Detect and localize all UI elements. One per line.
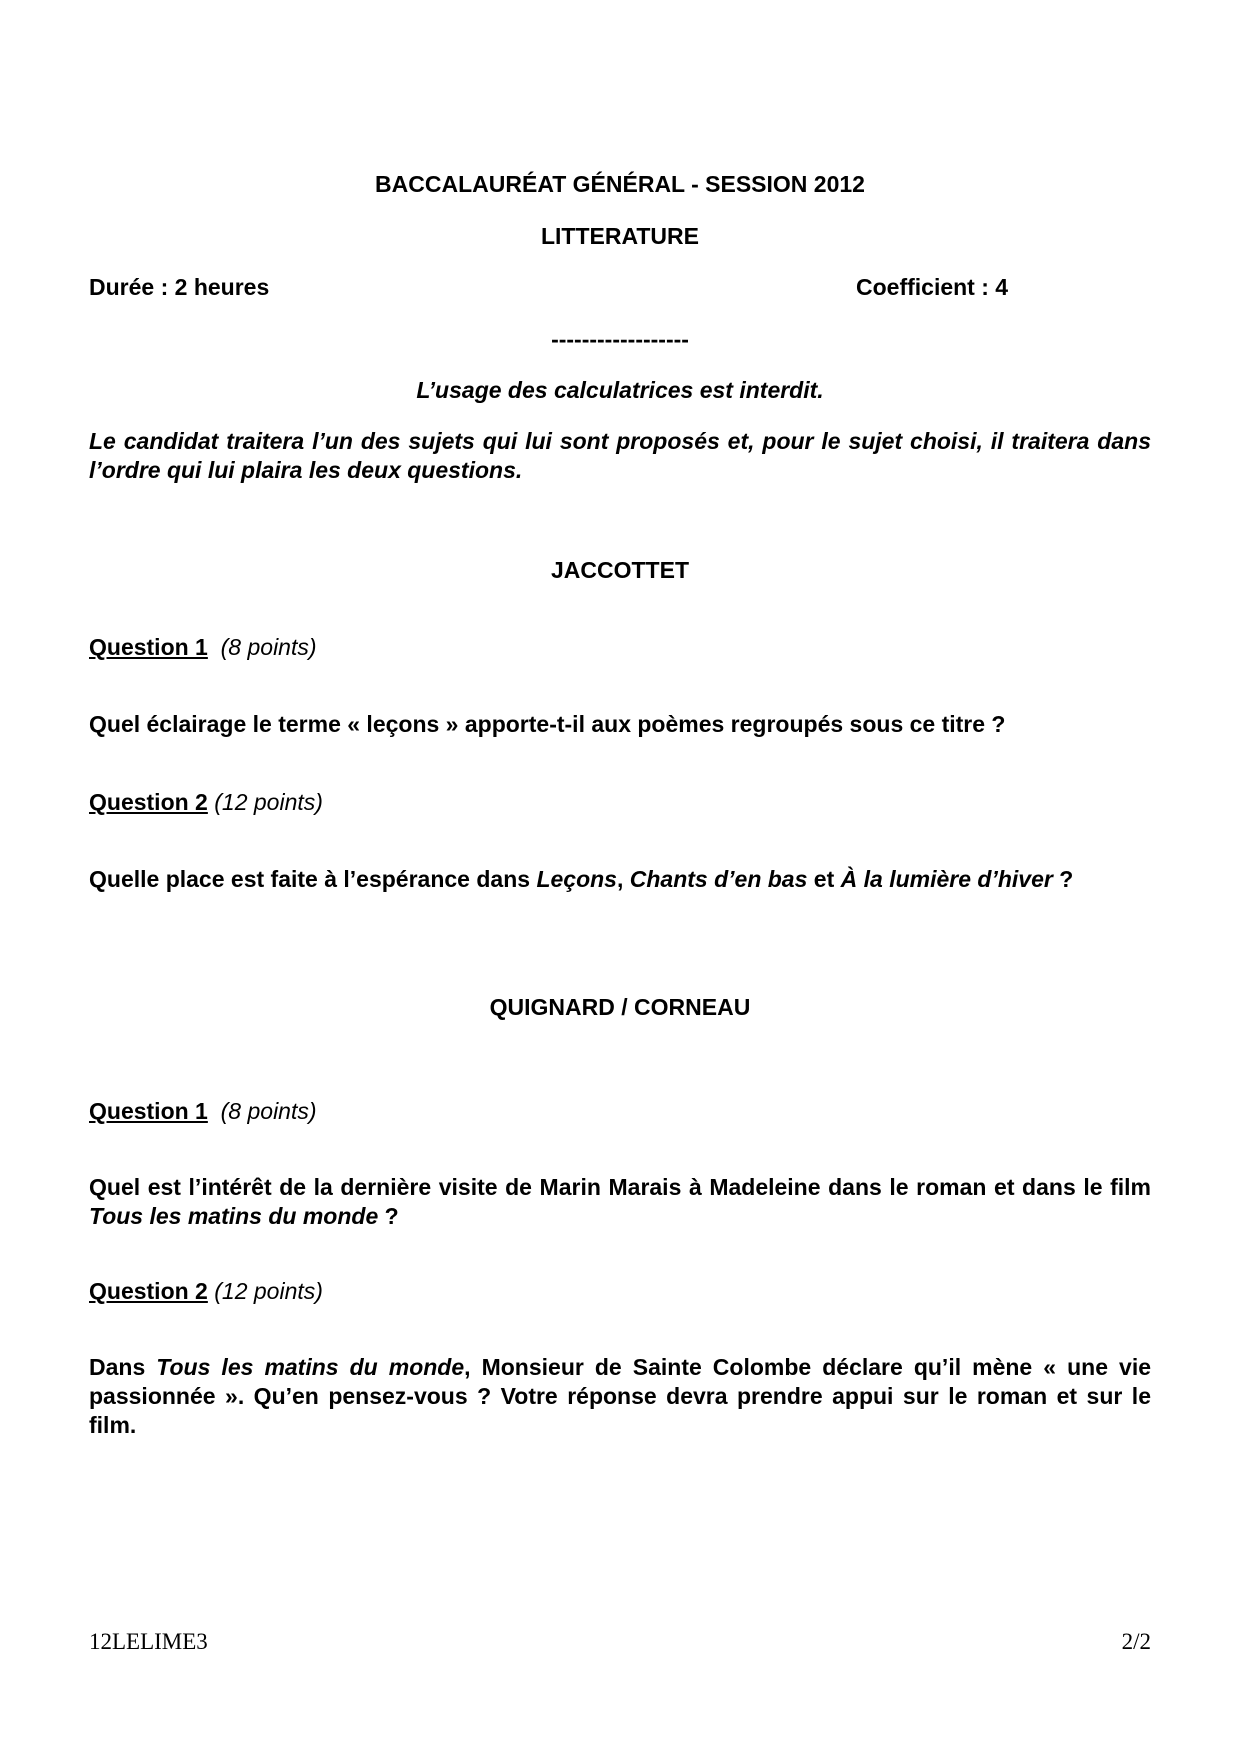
instructions: Le candidat traitera l’un des sujets qui lui sont proposés et, pour le sujet choisi, il traitera dans l’ordre qui lui plaira les deux questions. [89,428,1151,483]
question-text [89,1173,1151,1231]
question-points: (8 points) [220,1098,317,1124]
duration: Durée : 2 heures [89,274,270,300]
text-segment: ? [1052,866,1074,892]
text-segment: , [616,866,630,892]
question-text: Quel éclairage le terme « leçons » apporte-t-il aux poèmes regroupés sous ce titre ? [89,711,1006,737]
film-title: Tous les matins du monde [156,1354,465,1380]
text-segment: et [807,866,841,892]
footer-code: 12LELIME3 [89,1629,208,1654]
question-text [89,865,1151,894]
question-heading [89,1097,1151,1126]
page-number: 2/2 [1121,1629,1151,1654]
book-title: Leçons [536,866,617,892]
question-points: (12 points) [214,1278,323,1304]
exam-title: BACCALAURÉAT GÉNÉRAL - SESSION 2012 [375,171,865,197]
section-title-quignard-corneau: QUIGNARD / CORNEAU [489,994,751,1020]
text-segment: ? [378,1203,399,1229]
coefficient: Coefficient : 4 [856,274,1009,300]
text-segment: , Monsieur de Sainte Colombe déclare qu’il mène « une vie passionnée ». Qu’en pensez-vous ? Votre réponse devra prendre appui sur le roman et sur le film. [89,1354,1152,1438]
question-heading [89,788,1151,817]
question-label: Question 1 [89,634,208,660]
subject-title: LITTERATURE [540,223,699,249]
question-points: (12 points) [214,789,323,815]
question-heading [89,1277,1151,1306]
text-segment: Quelle place est faite à l’espérance dans [89,866,537,892]
question-label: Question 1 [89,1098,208,1124]
film-title: Tous les matins du monde [89,1203,379,1229]
book-title: À la lumière d’hiver [840,866,1053,892]
text-segment: Quel est l’intérêt de la dernière visite de Marin Marais à Madeleine dans le roman et dans le film [89,1174,1151,1200]
question-points: (8 points) [220,634,317,660]
book-title: Chants d’en bas [629,866,808,892]
text-segment: Dans [89,1354,157,1380]
question-label: Question 2 [89,789,208,815]
duration-row [89,273,1151,302]
question-text [89,1353,1151,1440]
calculator-notice: L’usage des calculatrices est interdit. [416,377,824,403]
separator: ------------------ [551,326,689,352]
question-heading [89,633,1151,662]
section-title-jaccottet: JACCOTTET [551,557,689,583]
question-label: Question 2 [89,1278,208,1304]
